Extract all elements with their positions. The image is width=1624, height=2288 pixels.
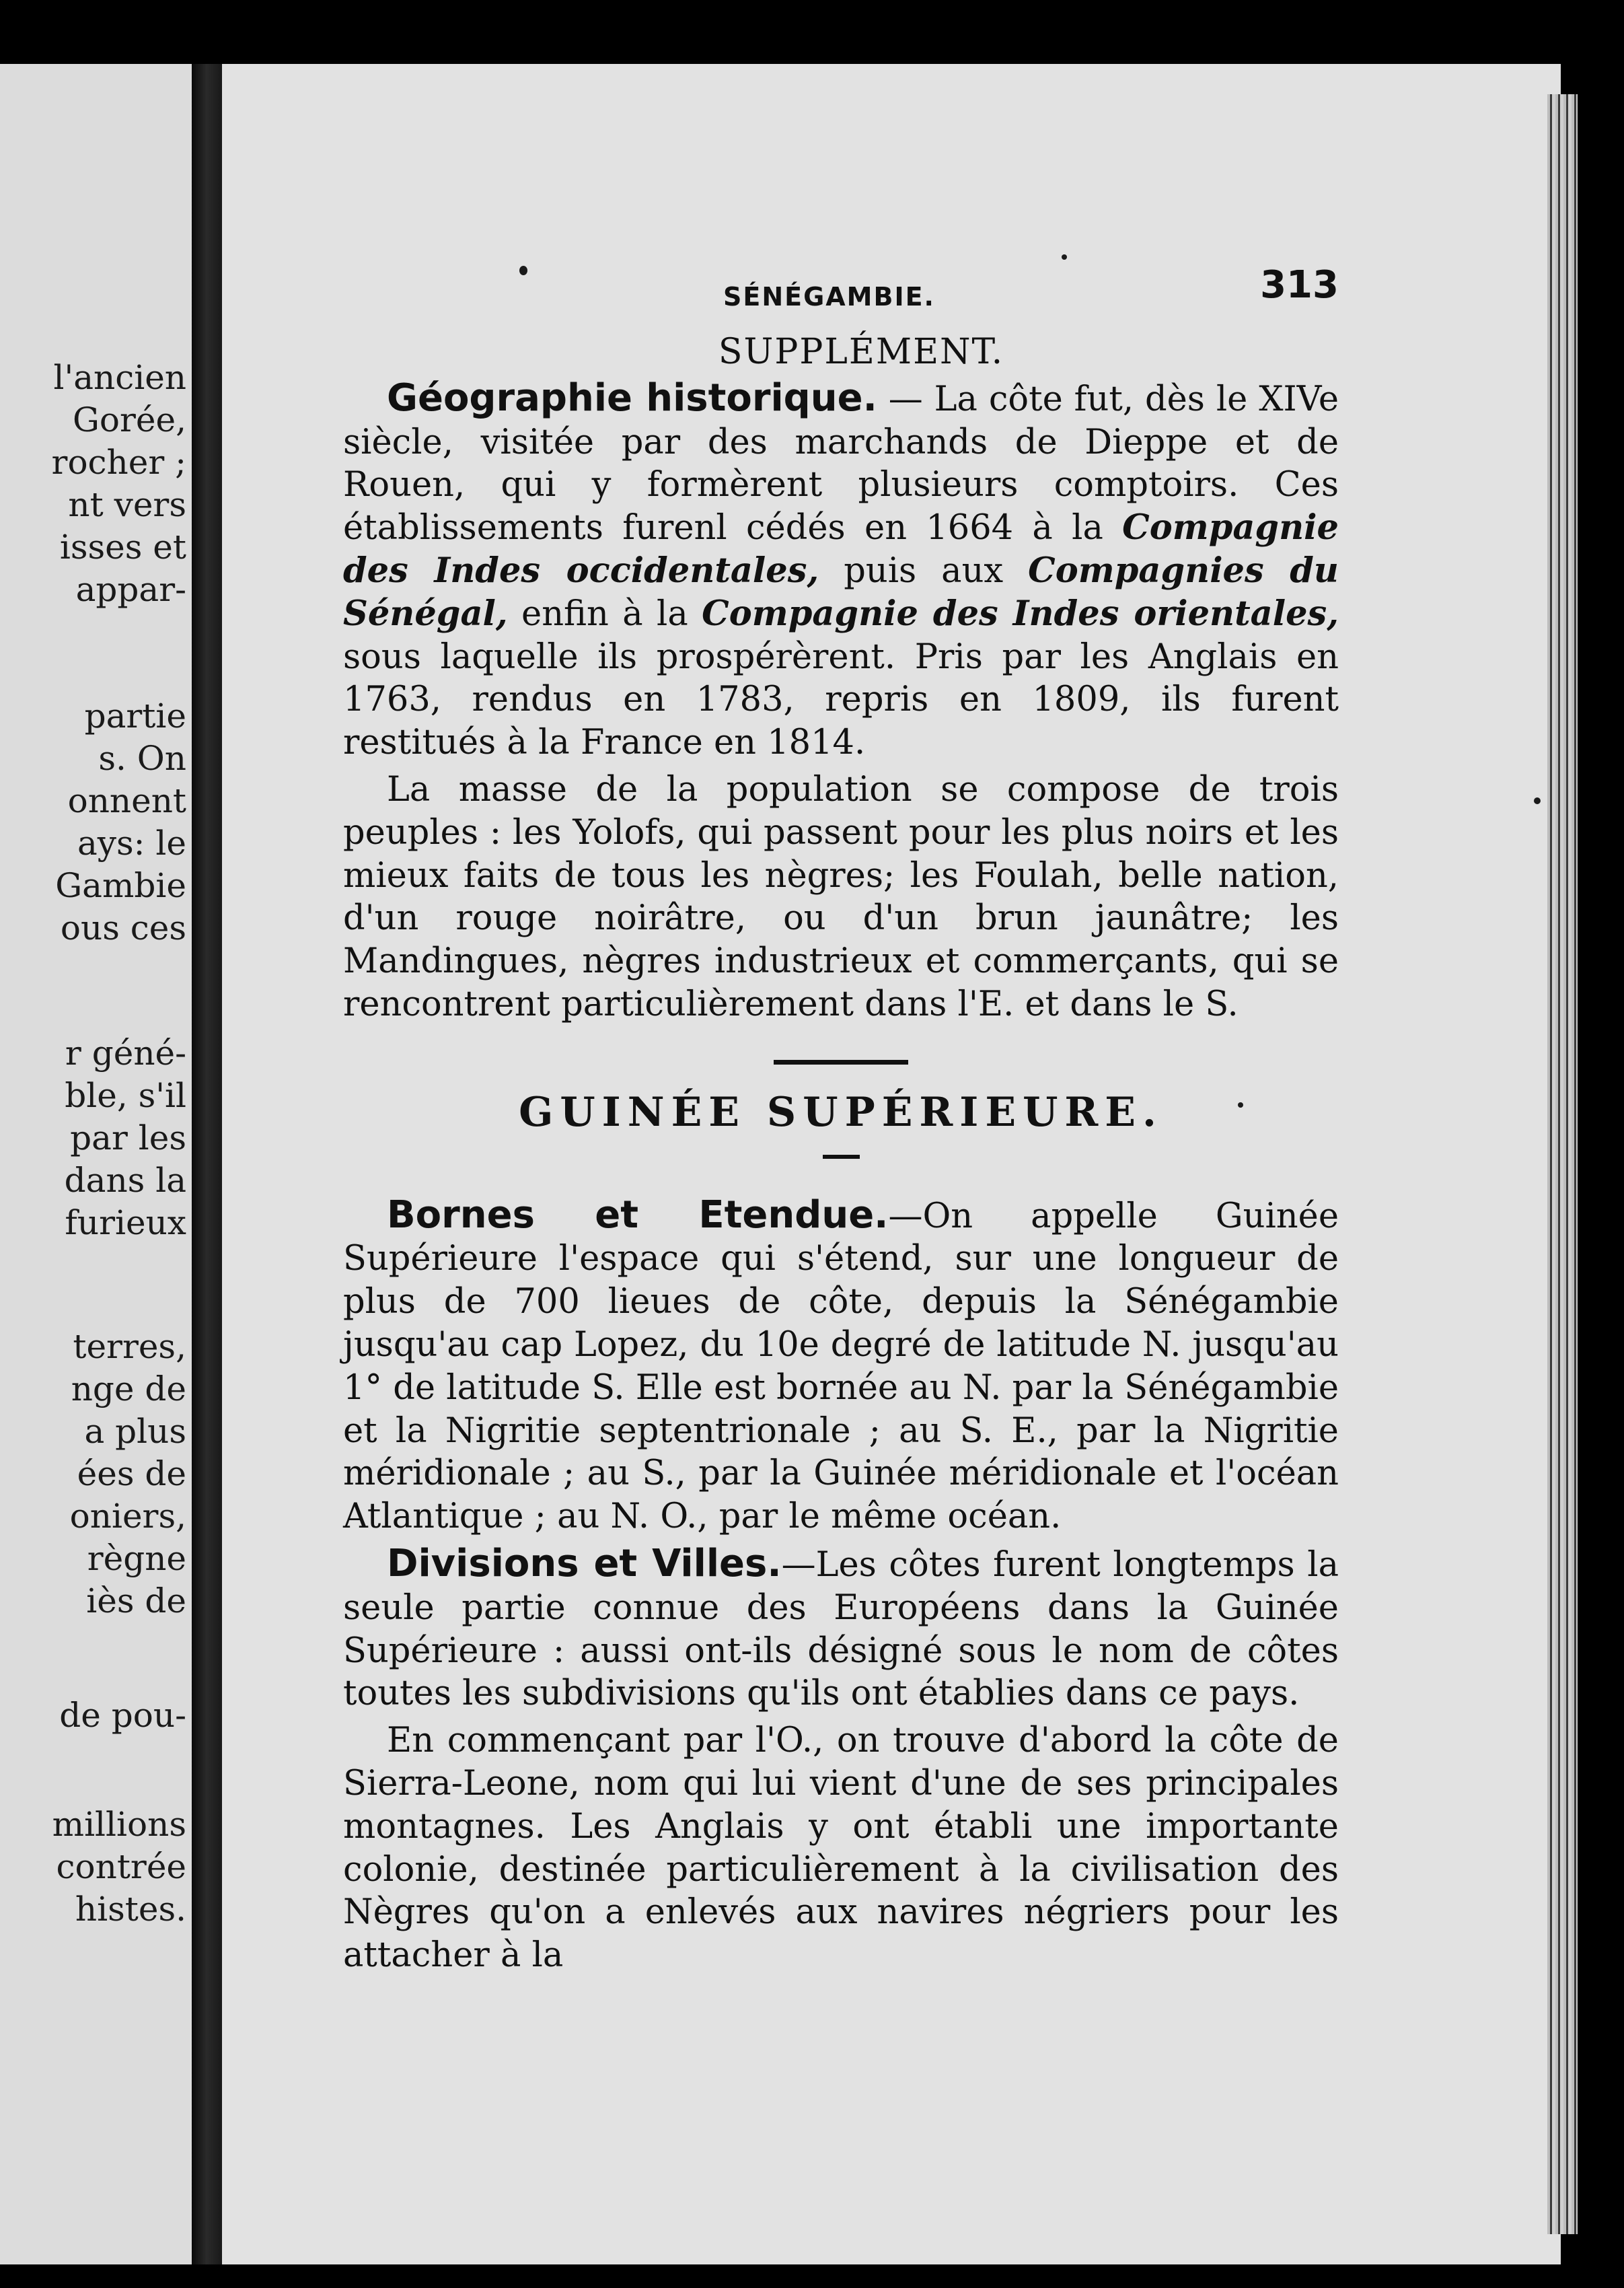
left-page-line: par les	[70, 1118, 186, 1157]
paragraph-text: enfin à la	[507, 594, 702, 634]
left-page-line: s. On	[98, 739, 186, 778]
run-in-heading: Bornes et Etendue.	[387, 1192, 889, 1237]
left-page-line: partie	[84, 696, 186, 736]
ink-speck	[1238, 1102, 1243, 1108]
left-page-line: l'ancien	[53, 358, 186, 397]
left-page-line: de pou-	[59, 1696, 186, 1735]
left-page-line: a plus	[84, 1412, 186, 1451]
left-page-line: furieux	[65, 1203, 186, 1242]
page-text	[343, 262, 1339, 1977]
run-in-heading: Divisions et Villes.	[387, 1541, 782, 1585]
left-page-line: Gambie	[55, 866, 186, 905]
left-page-line: terres,	[73, 1327, 186, 1366]
left-page-line: r géné-	[65, 1034, 186, 1073]
ink-speck	[519, 266, 527, 275]
paragraph-text: puis aux	[819, 550, 1029, 591]
left-page-line: dans la	[64, 1161, 186, 1200]
paragraph-sierra-leone: En commençant par l'O., on trouve d'abord la côte de Sierra-Leone, nom qui lui vient d'une de ses principales montagnes. Les Anglais y ont établi une importante colonie, destinée particulièrement à la civilisation des Nègres qu'on a enlevés aux navires négriers pour les attacher à la	[343, 1721, 1339, 1976]
left-page-line: ble, s'il	[65, 1076, 186, 1115]
page-edges	[1547, 94, 1578, 2234]
italic-name: Compagnie des Indes orientales,	[702, 593, 1339, 634]
supplement-title: SUPPLÉMENT.	[718, 332, 1004, 372]
paragraph-text: Les côtes furent longtemps la seule partie connue des Européens dans la Guinée Supérieure : aussi ont-ils désigné sous le nom de côtes toutes les subdivisions qu'ils ont établies dans ce pays.	[343, 1544, 1339, 1714]
left-page-line: histes.	[75, 1890, 186, 1929]
section-title: GUINÉE SUPÉRIEURE.	[519, 1088, 1163, 1136]
left-page-line: millions	[52, 1805, 186, 1844]
left-page-line: nge de	[71, 1369, 186, 1408]
page-header	[343, 262, 1339, 322]
heading-dash: —	[888, 1196, 923, 1236]
left-page-line: oniers,	[69, 1497, 186, 1536]
ink-speck	[1062, 254, 1067, 260]
left-page-line: rocher ;	[51, 443, 186, 482]
heading-dash: —	[877, 379, 934, 419]
left-page-line: Gorée,	[72, 400, 186, 439]
left-page-line: ous ces	[60, 908, 186, 948]
left-page-line: ays: le	[77, 824, 186, 863]
paragraph-bornes-etendue	[343, 1194, 1339, 1538]
section-divider	[774, 1060, 908, 1065]
italic-name: Compagnie des Indes occidentales,	[343, 507, 1339, 591]
left-page-line: contrée	[56, 1847, 186, 1886]
left-page-line: appar-	[75, 570, 186, 609]
left-page-line: nt vers	[68, 485, 186, 524]
left-page-line: onnent	[67, 781, 186, 820]
paragraph-text: La côte fut, dès le XIVe siècle, visitée par des marchands de Dieppe et de Rouen, qui y formèrent plusieurs comptoirs. Ces établissements furenl cédés en 1664 à la	[343, 379, 1339, 548]
title-dash	[823, 1155, 860, 1159]
paragraph-divisions-villes	[343, 1542, 1339, 1715]
left-page-line: ées de	[77, 1454, 186, 1493]
page-number: 313	[1260, 263, 1339, 307]
heading-dash: —	[781, 1544, 816, 1585]
paragraph-population: La masse de la population se compose de trois peuples : les Yolofs, qui passent pour les plus noirs et les mieux faits de tous les nègres; les Foulah, belle nation, d'un rouge noirâtre, ou d'un brun jaunâtre; les Mandingues, nègres industrieux et commerçants, qui se rencontrent particulièrement dans l'E. et dans le S.	[343, 769, 1339, 1024]
left-page-line: règne	[87, 1539, 186, 1578]
running-head: SÉNÉGAMBIE.	[723, 282, 935, 312]
paragraph-geographie-historique	[343, 377, 1339, 764]
facing-page-fragment	[0, 64, 192, 2264]
italic-name: Compagnies du Sénégal,	[343, 550, 1339, 634]
paragraph-text: sous laquelle ils prospérèrent. Pris par les Anglais en 1763, rendus en 1783, repris en 1809, ils furent restitués à la France en 1814.	[343, 637, 1339, 763]
ink-speck	[1534, 797, 1541, 804]
left-page-line: iès de	[86, 1581, 186, 1620]
left-page-line: isses et	[59, 528, 186, 567]
run-in-heading: Géographie historique.	[387, 376, 877, 420]
paragraph-text: On appelle Guinée Supérieure l'espace qui s'étend, sur une longueur de plus de 700 lieues de côte, depuis la Sénégambie jusqu'au cap Lopez, du 10e degré de latitude N. jusqu'au 1° de latitude S. Elle est bornée au N. par la Sénégambie et la Nigritie septentrionale ; au S. E., par la Nigritie méridionale ; au S., par la Guinée méridionale et l'océan Atlantique ; au N. O., par le même océan.	[343, 1196, 1339, 1537]
